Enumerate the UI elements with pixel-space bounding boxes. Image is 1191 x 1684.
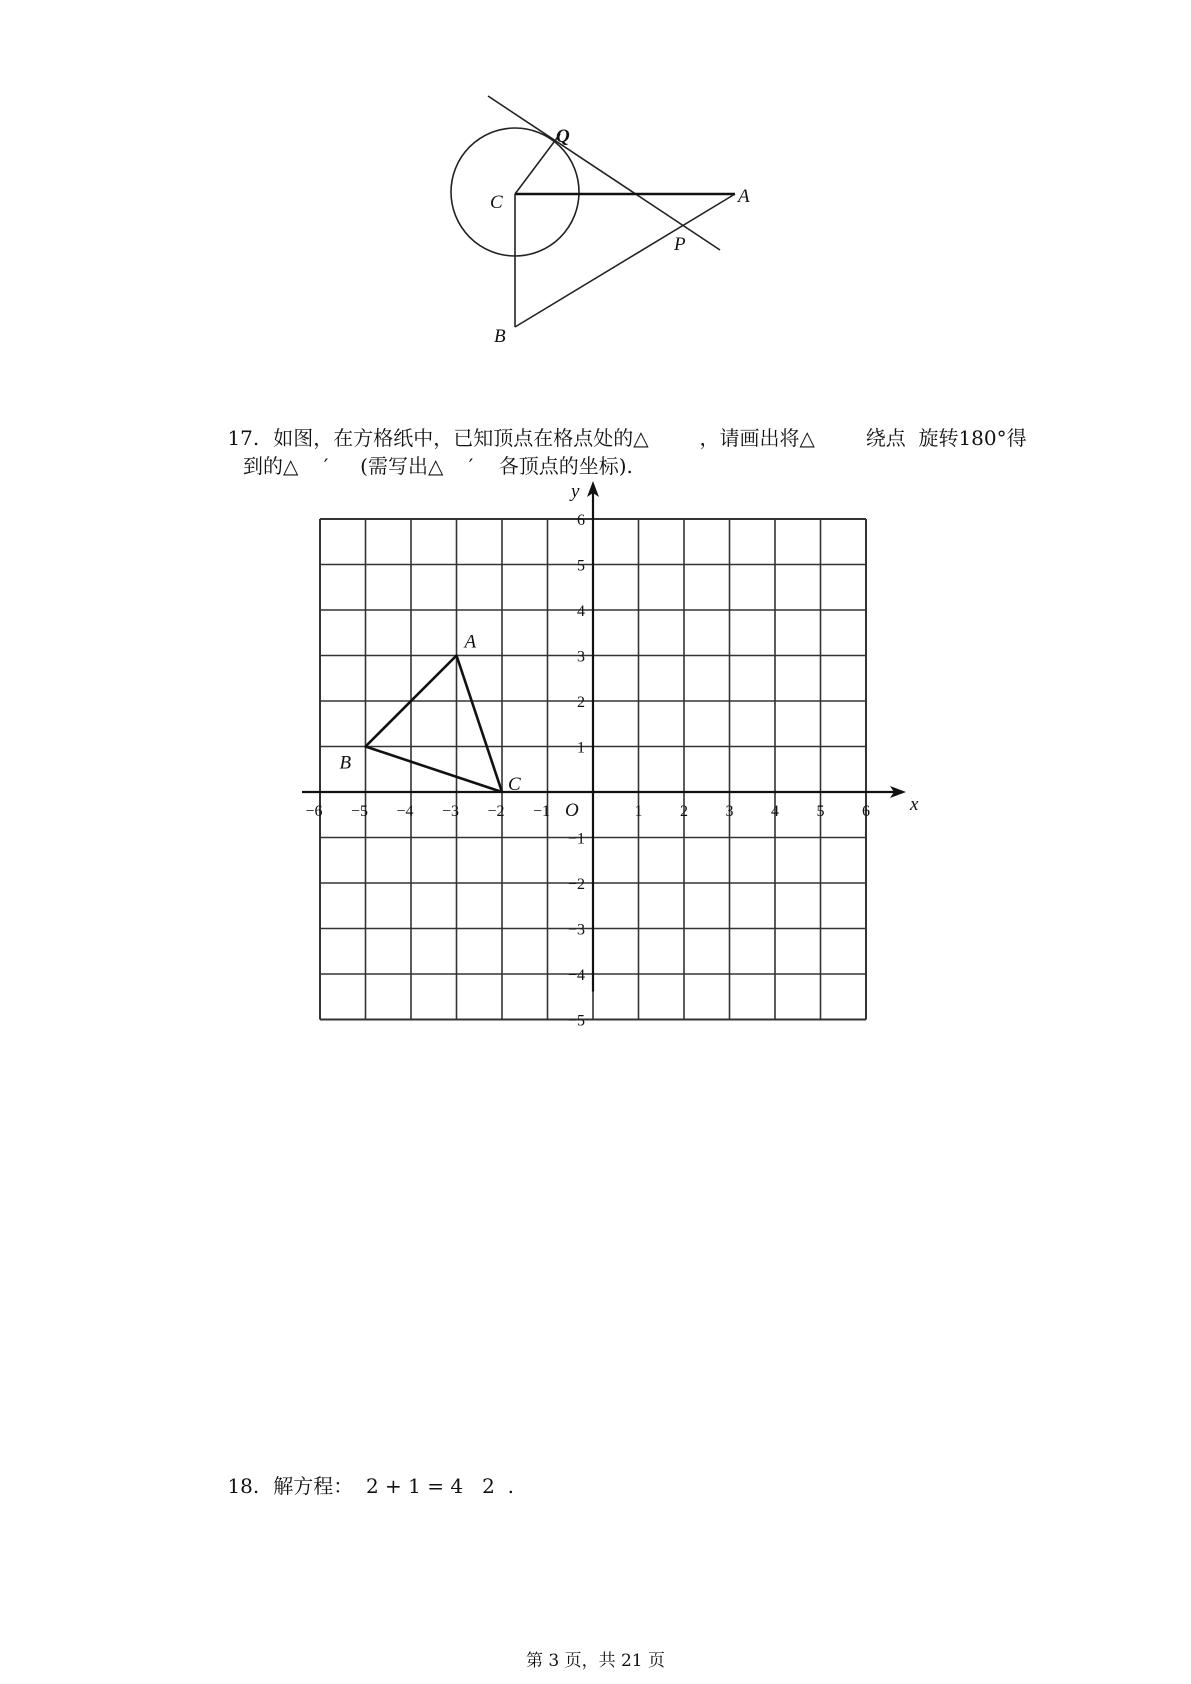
y-tick-label: −1 — [567, 830, 585, 848]
x-tick-label: 3 — [725, 803, 734, 820]
x-tick-label: −3 — [441, 803, 460, 820]
x-tick-label: −5 — [350, 803, 369, 820]
label-b: B — [494, 326, 506, 347]
x-tick-label: −6 — [305, 803, 323, 820]
y-tick-label: 3 — [577, 648, 585, 666]
y-tick-label: 5 — [577, 557, 585, 575]
question-18-number: 18. — [227, 1474, 260, 1498]
y-tick-label: −4 — [567, 967, 585, 984]
x-tick-label: 6 — [862, 803, 870, 820]
question-18 — [202, 1446, 514, 1523]
label-a: A — [738, 186, 750, 207]
question-17-number: 17. — [227, 426, 260, 450]
x-tick-label: −1 — [532, 803, 551, 820]
y-tick-label: −5 — [567, 1012, 585, 1030]
y-tick-label: 2 — [577, 694, 585, 711]
x-tick-label: 5 — [816, 803, 825, 820]
question-17-text-1: 如图，在方格纸中，已知顶点在格点处的△ ，请画出将△ 绕点 旋转180°得 — [273, 426, 1027, 450]
x-axis-label: x — [910, 794, 919, 815]
x-tick-label: 2 — [680, 803, 688, 820]
y-tick-label: −2 — [567, 876, 585, 893]
origin-label: O — [565, 800, 579, 821]
y-axis-label: y — [571, 481, 580, 502]
y-tick-label: −3 — [567, 921, 585, 939]
y-tick-label: 6 — [577, 512, 585, 529]
x-tick-label: −4 — [396, 803, 414, 820]
question-18-text: 解方程： 2 + 1 = 4 2 . — [273, 1474, 514, 1498]
label-c: C — [490, 192, 503, 213]
vertex-label-c: C — [508, 774, 521, 795]
y-tick-label: 1 — [577, 739, 585, 757]
question-17-line-2: 到的△ ′ (需写出△ ′ 各顶点的坐标). — [243, 454, 633, 478]
label-p: P — [674, 234, 686, 255]
page-footer: 第 3 页，共 21 页 — [525, 1651, 666, 1671]
vertex-label-b: B — [339, 752, 352, 774]
vertex-label-a: A — [464, 631, 477, 653]
x-tick-label: 1 — [634, 803, 643, 820]
triangle-abc — [366, 656, 503, 793]
y-tick-label: 4 — [577, 603, 585, 620]
x-tick-label: 4 — [771, 803, 779, 820]
label-q: Q — [556, 126, 570, 147]
x-tick-label: −2 — [487, 803, 505, 820]
